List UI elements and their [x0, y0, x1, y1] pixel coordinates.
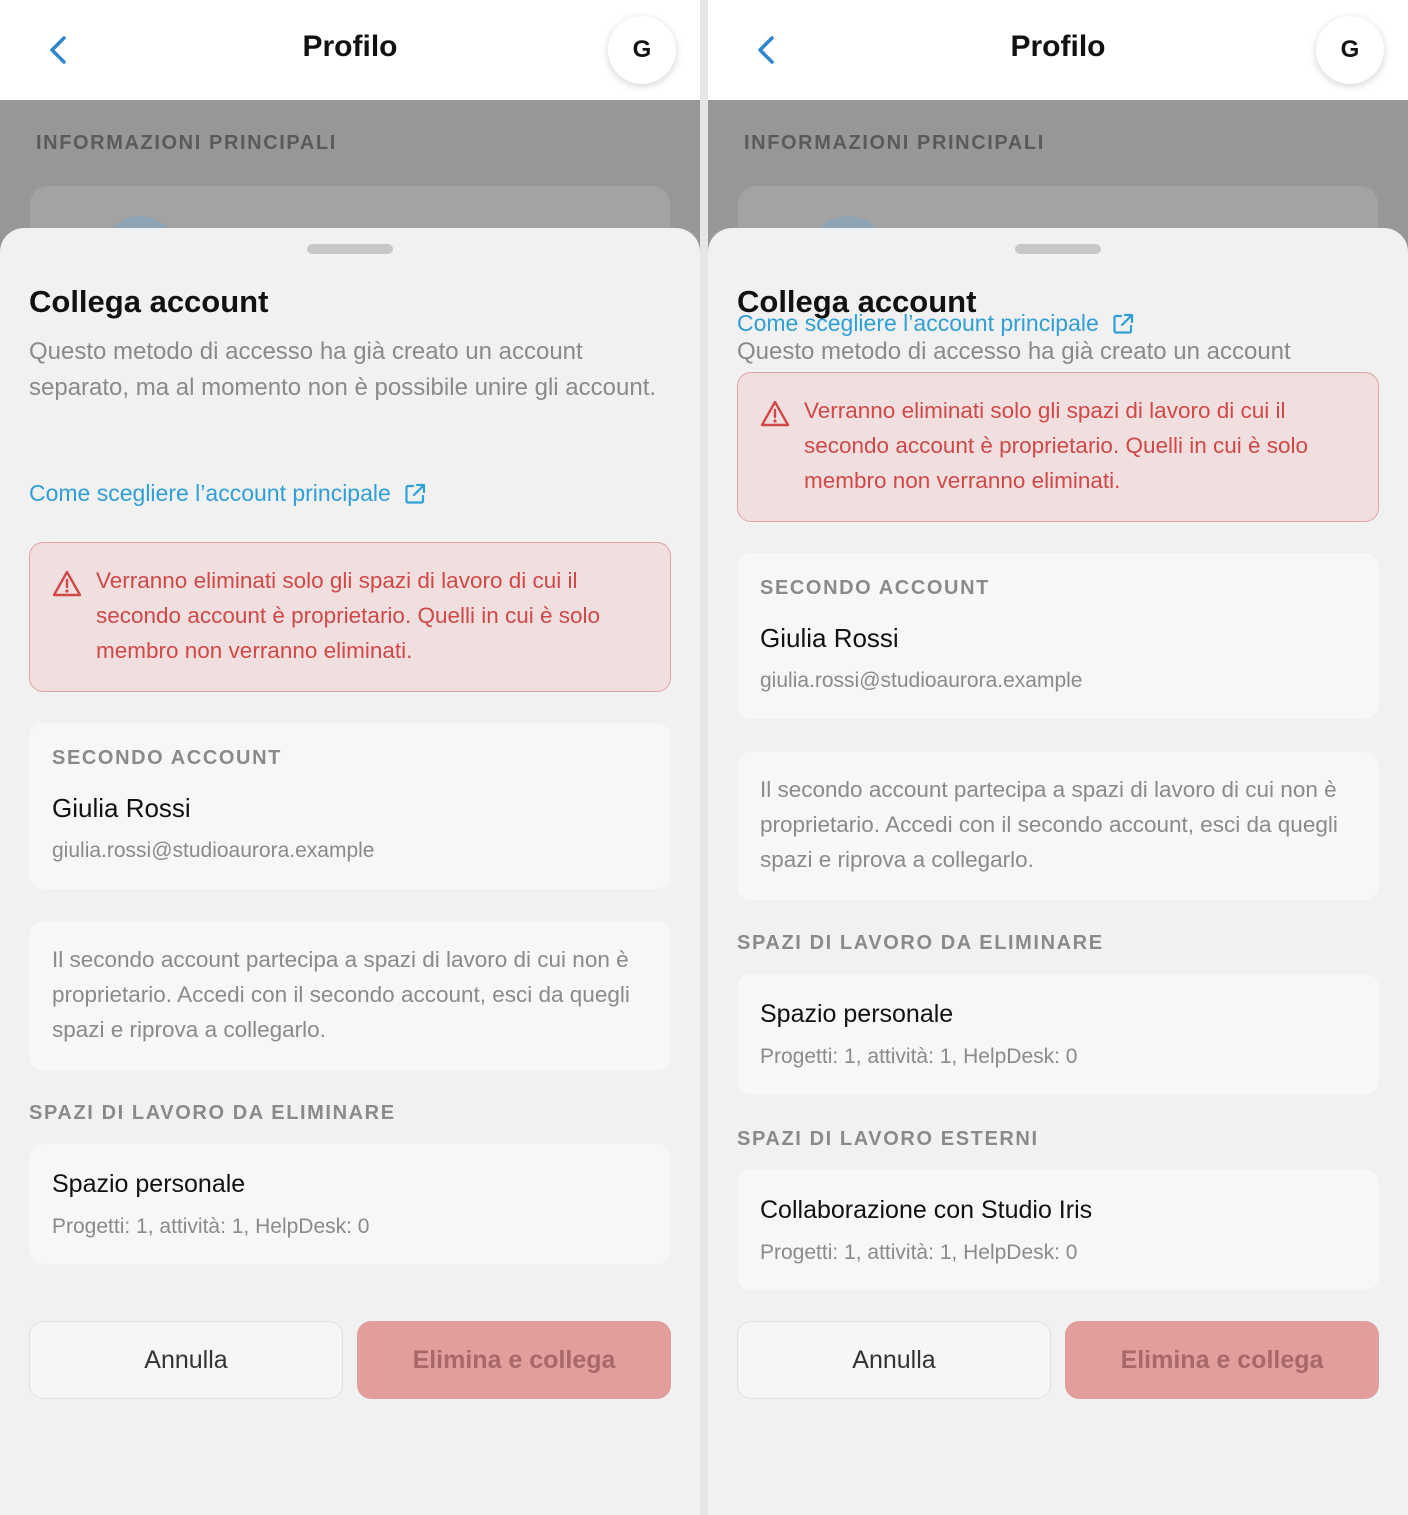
bottom-sheet — [708, 228, 1408, 1515]
external-link-icon — [1111, 312, 1135, 336]
external-link-icon — [403, 482, 427, 506]
avatar-button[interactable]: G — [608, 16, 676, 84]
delete-section-title: SPAZI DI LAVORO DA ELIMINARE — [737, 932, 1104, 954]
external-section-title: SPAZI DI LAVORO ESTERNI — [737, 1128, 1039, 1150]
sheet-actions — [0, 1321, 700, 1401]
external-workspace-name: Collaborazione con Studio Iris — [760, 1196, 1093, 1224]
help-link[interactable] — [737, 310, 1135, 337]
screen-left — [0, 0, 700, 1515]
delete-and-link-button[interactable]: Elimina e collega — [1065, 1321, 1379, 1399]
warning-box — [737, 372, 1379, 522]
cancel-button[interactable]: Annulla — [29, 1321, 343, 1399]
sheet-title: Collega account — [29, 284, 269, 319]
second-account-name: Giulia Rossi — [760, 623, 899, 653]
delete-section-title: SPAZI DI LAVORO DA ELIMINARE — [29, 1102, 396, 1124]
workspace-card — [737, 974, 1379, 1094]
second-account-name: Giulia Rossi — [52, 793, 191, 823]
sheet-description: Questo metodo di accesso ha già creato un account separato, ma al momento non è possibile unire gli account. — [29, 338, 657, 401]
background-section-title: INFORMAZIONI PRINCIPALI — [36, 132, 337, 154]
page-title: Profilo — [302, 30, 398, 63]
screen-right — [708, 0, 1408, 1515]
delete-and-link-button[interactable]: Elimina e collega — [357, 1321, 671, 1399]
note-card — [737, 752, 1379, 900]
workspace-name: Spazio personale — [52, 1170, 246, 1198]
sheet-description: Questo metodo di accesso ha già creato un account — [737, 338, 1291, 365]
second-account-label: SECONDO ACCOUNT — [52, 747, 282, 769]
second-account-email: giulia.rossi@studioaurora.example — [760, 669, 1083, 692]
second-account-email: giulia.rossi@studioaurora.example — [52, 839, 375, 862]
workspace-card — [29, 1144, 671, 1264]
sheet-handle[interactable] — [307, 244, 393, 254]
warning-triangle-icon — [760, 399, 790, 429]
sheet-actions — [708, 1321, 1408, 1401]
note-card — [29, 922, 671, 1070]
cancel-button[interactable]: Annulla — [737, 1321, 1051, 1399]
help-link[interactable] — [29, 480, 427, 507]
sheet-scroll-area[interactable] — [0, 468, 700, 1308]
warning-triangle-icon — [52, 569, 82, 599]
second-account-label: SECONDO ACCOUNT — [760, 577, 990, 599]
note-text: Il secondo account partecipa a spazi di lavoro di cui non è proprietario. Accedi con il secondo account, esci da quegli spazi e riprova a collegarlo. — [760, 777, 1338, 872]
external-workspace-card — [737, 1170, 1379, 1290]
warning-box — [29, 542, 671, 692]
second-account-card — [29, 723, 671, 889]
warning-text: Verranno eliminati solo gli spazi di lavoro di cui il secondo account è proprietario. Quelli in cui è solo membro non verranno eliminati. — [96, 568, 601, 663]
warning-text: Verranno eliminati solo gli spazi di lavoro di cui il secondo account è proprietario. Quelli in cui è solo membro non verranno eliminati. — [804, 398, 1309, 493]
note-text: Il secondo account partecipa a spazi di lavoro di cui non è proprietario. Accedi con il secondo account, esci da quegli spazi e riprova a collegarlo. — [52, 947, 630, 1042]
top-bar — [708, 0, 1408, 100]
sheet-title: Collega account — [737, 284, 977, 319]
workspace-stats: Progetti: 1, attività: 1, HelpDesk: 0 — [52, 1215, 370, 1238]
sheet-handle[interactable] — [1015, 244, 1101, 254]
external-workspace-stats: Progetti: 1, attività: 1, HelpDesk: 0 — [760, 1241, 1078, 1264]
avatar-button[interactable]: G — [1316, 16, 1384, 84]
help-link-label: Come scegliere l’account principale — [737, 310, 1099, 336]
top-bar — [0, 0, 700, 100]
bottom-sheet — [0, 228, 700, 1515]
page-title: Profilo — [1010, 30, 1106, 63]
background-section-title: INFORMAZIONI PRINCIPALI — [744, 132, 1045, 154]
help-link-label: Come scegliere l’account principale — [29, 480, 391, 506]
workspace-name: Spazio personale — [760, 1000, 954, 1028]
workspace-stats: Progetti: 1, attività: 1, HelpDesk: 0 — [760, 1045, 1078, 1068]
second-account-card — [737, 553, 1379, 719]
